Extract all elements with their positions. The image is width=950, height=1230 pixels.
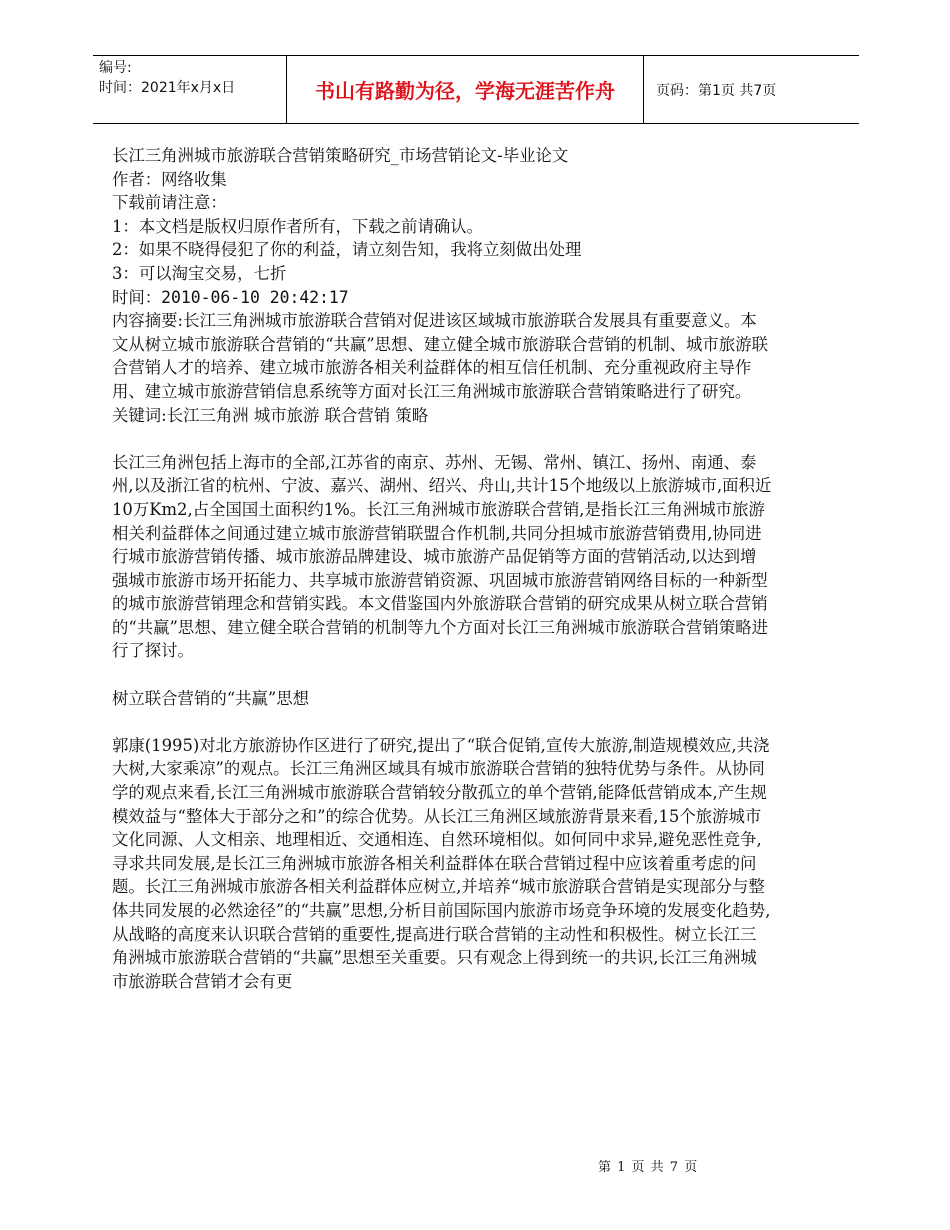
- section-heading: 树立联合营销的“共赢”思想: [112, 688, 310, 708]
- time-label: 时间：2021年x月x日: [99, 80, 236, 96]
- intro-paragraph: 长江三角洲包括上海市的全部,江苏省的南京、苏州、无锡、常州、镇江、扬州、南通、泰州,以及浙江省的杭州、宁波、嘉兴、湖州、绍兴、舟山,共计15个地级以上旅游城市,面积近10万Km2,占全国国土面积约1%。长江三角洲城市旅游联合营销,是指长江三角洲城市旅游相关利益群体之间通过建立城市旅游营销联盟合作机制,共同分担城市旅游营销费用,协同进行城市旅游营销传播、城市旅游品牌建设、城市旅游产品促销等方面的营销活动,以达到增强城市旅游市场开拓能力、共享城市旅游营销资源、巩固城市旅游营销网络目标的一种新型的城市旅游营销理念和营销实践。本文借鉴国内外旅游联合营销的研究成果从树立联合营销的“共赢”思想、建立健全联合营销的机制等九个方面对长江三角洲城市旅游联合营销策略进行了探讨。: [112, 452, 772, 661]
- page-footer: 第 1 页 共 7 页: [598, 1160, 699, 1175]
- keywords-line: 关键词:长江三角洲 城市旅游 联合营销 策略: [112, 405, 429, 425]
- header-page-info: 页码：第1页 共7页: [656, 82, 777, 99]
- page-header: [93, 55, 859, 124]
- paragraph-gap: [112, 663, 772, 687]
- number-label: 编号:: [99, 60, 132, 76]
- header-meta: [99, 58, 279, 98]
- header-motto: 书山有路勤为径，学海无涯苦作舟: [286, 56, 644, 123]
- publish-time: 时间：2010-06-10 20:42:17: [112, 287, 349, 307]
- abstract-paragraph: 内容摘要:长江三角洲城市旅游联合营销对促进该区域城市旅游联合发展具有重要意义。本文从树立城市旅游联合营销的“共赢”思想、建立健全城市旅游联合营销的机制、城市旅游联合营销人才的培养、建立城市旅游各相关利益群体的相互信任机制、充分重视政府主导作用、建立城市旅游营销信息系统等方面对长江三角洲城市旅游联合营销策略进行了研究。: [112, 311, 768, 401]
- paragraph-gap: [112, 427, 772, 451]
- section-body-paragraph: 郭康(1995)对北方旅游协作区进行了研究,提出了“联合促销,宣传大旅游,制造规模效应,共浇大树,大家乘凉”的观点。长江三角洲区域具有城市旅游联合营销的独特优势与条件。从协同学的观点来看,长江三角洲城市旅游联合营销较分散孤立的单个营销,能降低营销成本,产生规模效益与“整体大于部分之和”的综合优势。从长江三角洲区域旅游背景来看,15个旅游城市文化同源、人文相亲、地理相近、交通相连、自然环境相似。如何同中求异,避免恶性竞争,寻求共同发展,是长江三角洲城市旅游各相关利益群体在联合营销过程中应该着重考虑的问题。长江三角洲城市旅游各相关利益群体应树立,并培养“城市旅游联合营销是实现部分与整体共同发展的必然途径”的“共赢”思想,分析目前国际国内旅游市场竞争环境的发展变化趋势,从战略的高度来认识联合营销的重要性,提高进行联合营销的主动性和积极性。树立长江三角洲城市旅游联合营销的“共赢”思想至关重要。只有观念上得到统一的共识,长江三角洲城市旅游联合营销才会有更: [112, 735, 771, 991]
- doc-title: 长江三角洲城市旅游联合营销策略研究_市场营销论文-毕业论文: [112, 146, 569, 165]
- paragraph-gap: [112, 710, 772, 734]
- notice-item-2: 2：如果不晓得侵犯了你的利益，请立刻告知，我将立刻做出处理: [112, 240, 582, 260]
- notice-item-1: 1：本文档是版权归原作者所有，下载之前请确认。: [112, 216, 484, 236]
- notice-item-3: 3：可以淘宝交易，七折: [112, 263, 287, 283]
- document-body: [112, 144, 772, 993]
- notice-heading: 下载前请注意：: [112, 193, 227, 213]
- doc-author: 作者：网络收集: [112, 169, 227, 189]
